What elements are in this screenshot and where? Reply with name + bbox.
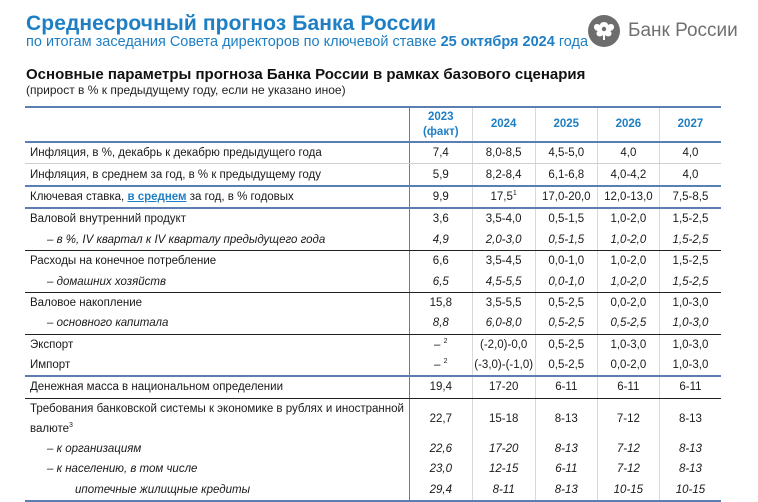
table-row — [25, 250, 721, 271]
table-row — [25, 230, 721, 251]
cell: 9,9 — [410, 186, 473, 208]
cell: 8,8 — [410, 313, 473, 334]
year-note: (факт) — [423, 125, 459, 138]
row-label: – основного капитала — [25, 313, 410, 334]
cell: 22,7 — [410, 398, 473, 439]
header-year-2024: 2024 — [472, 107, 535, 142]
cell-value: 17,5 — [490, 190, 513, 203]
cell: 1,5-2,5 — [659, 271, 721, 292]
cell-value: – — [434, 338, 441, 351]
row-label: – в %, IV квартал к IV кварталу предыдущего года — [25, 230, 410, 251]
footnote-marker: 2 — [443, 358, 448, 366]
cell: 6,0-8,0 — [472, 313, 535, 334]
label-text: Ключевая ставка, — [30, 190, 128, 203]
cell: 15-18 — [472, 398, 535, 439]
footnote-marker: 3 — [69, 421, 73, 429]
row-label — [25, 186, 410, 208]
cell — [472, 186, 535, 208]
cell: 8,2-8,4 — [472, 164, 535, 186]
header-year-2026: 2026 — [597, 107, 659, 142]
cell: 17-20 — [472, 439, 535, 459]
cell: 29,4 — [410, 479, 473, 500]
cell: 0,5-2,5 — [597, 313, 659, 334]
cell: 8-13 — [535, 479, 597, 500]
cell: 6,1-6,8 — [535, 164, 597, 186]
table-row — [25, 186, 721, 208]
row-label: Экспорт — [25, 334, 410, 355]
cell: 15,8 — [410, 292, 473, 313]
section-title: Основные параметры прогноза Банка России в рамках базового сценария — [26, 66, 586, 83]
cell: 1,0-2,0 — [597, 208, 659, 229]
row-label: Инфляция, в %, декабрь к декабрю предыдущего года — [25, 142, 410, 164]
cell: 1,0-3,0 — [597, 334, 659, 355]
cell: 7,5-8,5 — [659, 186, 721, 208]
cell: 1,0-2,0 — [597, 271, 659, 292]
header-year-2025: 2025 — [535, 107, 597, 142]
cell: 0,0-2,0 — [597, 292, 659, 313]
cell: 5,9 — [410, 164, 473, 186]
table-row — [25, 208, 721, 229]
row-label — [25, 398, 410, 439]
footnote-marker: 2 — [443, 337, 448, 345]
cell: (-3,0)-(-1,0) — [472, 355, 535, 376]
cell: 3,5-4,5 — [472, 250, 535, 271]
cell: 0,5-2,5 — [535, 292, 597, 313]
bank-of-russia-logo — [588, 15, 738, 47]
cell: 0,0-2,0 — [597, 355, 659, 376]
row-label: Импорт — [25, 355, 410, 376]
cell: 7-12 — [597, 459, 659, 479]
forecast-table — [25, 106, 721, 502]
cell: 7-12 — [597, 398, 659, 439]
cell: 8-13 — [535, 398, 597, 439]
row-label: ипотечные жилищные кредиты — [25, 479, 410, 500]
subtitle-suffix: года — [554, 34, 589, 50]
cell: 4,5-5,5 — [472, 271, 535, 292]
subtitle-date: 25 октября 2024 — [440, 34, 555, 50]
cell: 8-13 — [678, 412, 702, 425]
cell: 0,5-2,5 — [535, 355, 597, 376]
cell: 1,0-3,0 — [672, 338, 709, 351]
cell: 8-13 — [678, 463, 702, 476]
row-label: Валовой внутренний продукт — [25, 208, 410, 229]
cell: 0,0-1,0 — [535, 271, 597, 292]
cell: 1,0-2,0 — [597, 230, 659, 251]
cell: 6-11 — [535, 376, 597, 398]
cell: 4,5-5,0 — [535, 142, 597, 164]
cell: (-2,0)-0,0 — [472, 334, 535, 355]
cell: 17,0-20,0 — [535, 186, 597, 208]
row-label: – к населению, в том числе — [25, 459, 410, 479]
cell: 6,5 — [410, 271, 473, 292]
cell: 12-15 — [472, 459, 535, 479]
cell: 19,4 — [410, 376, 473, 398]
cell: 4,0-4,2 — [597, 164, 659, 186]
year-label: 2023 — [428, 110, 454, 123]
table-row — [25, 334, 721, 355]
cell: 4,0 — [659, 164, 721, 186]
label-text: Требования банковской системы к экономике в рублях и иностранной валюте — [30, 402, 404, 435]
table-header-row — [25, 107, 721, 142]
header-year-2027: 2027 — [659, 107, 721, 142]
cell: 7-12 — [597, 439, 659, 459]
table-row — [25, 398, 721, 439]
table-row — [25, 355, 721, 376]
cell — [410, 334, 473, 355]
label-text: за год, в % годовых — [186, 190, 294, 203]
cell: 1,0-3,0 — [672, 296, 709, 309]
cell: 1,0-3,0 — [659, 313, 721, 334]
table-row — [25, 271, 721, 292]
table-row — [25, 479, 721, 500]
header-year-2023 — [410, 107, 473, 142]
table-row — [25, 142, 721, 164]
cell: 6-11 — [535, 459, 597, 479]
cell: 0,5-1,5 — [535, 208, 597, 229]
cell: 3,5-5,5 — [472, 292, 535, 313]
table-row — [25, 439, 721, 459]
cell: 10-15 — [659, 479, 721, 500]
row-label: – домашних хозяйств — [25, 271, 410, 292]
cell: 8-11 — [472, 479, 535, 500]
cell-value: – — [434, 359, 441, 372]
footnote-marker: 1 — [512, 190, 517, 198]
cell: 1,5-2,5 — [659, 230, 721, 251]
cell: 6-11 — [659, 376, 721, 398]
cell: 8-13 — [535, 439, 597, 459]
row-label: Денежная масса в национальном определении — [25, 376, 410, 398]
table-row — [25, 459, 721, 479]
header-label-cell — [25, 107, 410, 142]
table-row — [25, 164, 721, 186]
cell: 12,0-13,0 — [597, 186, 659, 208]
cell: 4,0 — [659, 142, 721, 164]
cell: 7,4 — [410, 142, 473, 164]
row-label: Валовое накопление — [25, 292, 410, 313]
page-title: Среднесрочный прогноз Банка России — [26, 12, 437, 35]
logo-text: Банк России — [628, 20, 738, 41]
cell: 6,6 — [410, 250, 473, 271]
cell: 23,0 — [410, 459, 473, 479]
cell: 6-11 — [597, 376, 659, 398]
cell: 3,6 — [410, 208, 473, 229]
cell: 4,0 — [597, 142, 659, 164]
cell: 0,5-2,5 — [535, 313, 597, 334]
cell: 8,0-8,5 — [472, 142, 535, 164]
cell: 2,0-3,0 — [472, 230, 535, 251]
cell: 0,0-1,0 — [535, 250, 597, 271]
cell: 3,5-4,0 — [472, 208, 535, 229]
average-link[interactable]: в среднем — [127, 190, 187, 203]
cell: 1,0-2,0 — [597, 250, 659, 271]
cell: 1,5-2,5 — [672, 255, 709, 268]
row-label: – к организациям — [25, 439, 410, 459]
cell: 22,6 — [410, 439, 473, 459]
row-label: Расходы на конечное потребление — [25, 250, 410, 271]
table-row — [25, 376, 721, 398]
subtitle-prefix: по итогам заседания Совета директоров по ключевой ставке — [26, 34, 441, 50]
cell: 0,5-2,5 — [535, 334, 597, 355]
cell: 17-20 — [472, 376, 535, 398]
double-headed-eagle-icon — [588, 15, 620, 47]
row-label: Инфляция, в среднем за год, в % к предыдущему году — [25, 164, 410, 186]
cell: 1,5-2,5 — [672, 213, 709, 226]
section-note: (прирост в % к предыдущему году, если не указано иное) — [26, 83, 346, 97]
cell: 8-13 — [678, 442, 702, 455]
cell — [410, 355, 473, 376]
cell: 1,0-3,0 — [659, 355, 721, 376]
cell: 4,9 — [410, 230, 473, 251]
page-subtitle — [26, 34, 588, 50]
cell: 0,5-1,5 — [535, 230, 597, 251]
table-row — [25, 313, 721, 334]
cell: 10-15 — [597, 479, 659, 500]
table-row — [25, 292, 721, 313]
